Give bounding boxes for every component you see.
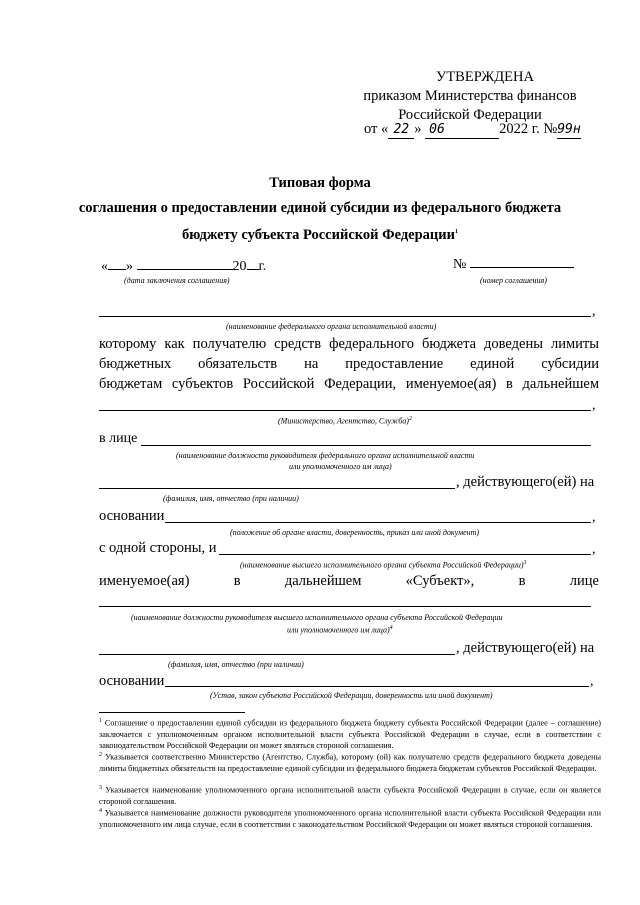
fio-caption: (фамилия, имя, отчество (при наличии) — [163, 494, 299, 503]
approval-word: УТВЕРЖДЕНА — [436, 69, 534, 85]
fio-field-2[interactable] — [99, 654, 455, 655]
comma: , — [592, 542, 596, 557]
position-caption-2: или уполномоченного им лица) — [289, 462, 392, 471]
title-line-2: соглашения о предоставлении единой субсидии из федерального бюджета — [78, 200, 562, 216]
named-row: именуемое(ая) в дальнейшем «Субъект», в лице — [99, 573, 599, 589]
date-year-text: 2022 г. № — [499, 121, 558, 137]
title-line-1: Типовая форма — [269, 175, 371, 191]
fio-field[interactable] — [99, 488, 455, 489]
agreement-date-field[interactable]: « » 20 г. — [101, 259, 267, 274]
approval-block — [340, 68, 600, 125]
approval-order-line: приказом Министерства финансов — [363, 88, 577, 104]
form-title — [60, 170, 580, 247]
position-field[interactable] — [141, 445, 591, 446]
footnote-4: $^4$ Указывается наименование должности руководителя уполномоченного органа исполнительной власти субъекта Российской Федерации или уполномоченного им лица случае, если в соответствии с законодательством Российской Федерации он может являться стороной соглашения. — [99, 808, 601, 829]
number-caption: (номер соглашения) — [480, 276, 547, 285]
approval-date-line — [364, 121, 581, 139]
head-caption-1: (наименование должности руководителя высшего исполнительного органа субъекта Российской Федерации — [131, 613, 503, 622]
approval-day: 22 — [393, 122, 410, 137]
in-person-label: в лице — [99, 431, 138, 446]
approval-number: 99н — [557, 122, 581, 137]
agreement-number-field[interactable]: № — [453, 257, 574, 273]
acting-label: , действующего(ей) на — [456, 474, 595, 490]
ministry-field[interactable] — [99, 410, 591, 411]
highest-body-caption: (наименование высшего исполнительного органа субъекта Российской Федерации)$^3$ — [240, 560, 527, 570]
para1-line3: бюджетам субъектов Российской Федерации, именуемое(ая) в дальнейшем — [99, 376, 599, 392]
paragraph-1 — [99, 334, 599, 394]
footnote-divider — [99, 712, 245, 713]
acting-label-2: , действующего(ей) на — [456, 640, 595, 656]
comma: , — [592, 304, 596, 319]
footnote-3: $^3$ Указывается наименование уполномоченного органа исполнительной власти субъекта Российской Федерации в случае, если он является стороной соглашения. — [99, 785, 601, 806]
head-position-field[interactable] — [99, 606, 591, 607]
one-side-label: с одной стороны, и — [99, 540, 217, 556]
basis-label: основании — [99, 508, 165, 524]
approval-month: 06 — [429, 122, 445, 137]
highest-body-field[interactable] — [219, 554, 591, 555]
comma: , — [592, 398, 596, 413]
federal-body-caption: (наименование федерального органа исполнительной власти) — [226, 322, 437, 331]
footnote-2: $^2$ Указывается соответственно Министерство (Агентство, Служба), которому (ой) как получателю средств федерального бюджета доведены лимиты бюджетных обязательств на предоставление единой субсидии из федерального бюджета бюджетам субъектов Российской Федерации. — [99, 752, 601, 773]
basis-field[interactable] — [165, 522, 591, 523]
head-caption-2: или уполномоченного им лица)$^4$ — [287, 625, 393, 635]
charter-field[interactable] — [165, 686, 589, 687]
comma: , — [590, 674, 594, 689]
date-mid: » — [414, 121, 422, 137]
basis-label-2: основании — [99, 673, 165, 689]
date-prefix: от « — [364, 121, 389, 137]
comma: , — [592, 510, 596, 525]
title-line-3: бюджету субъекта Российской Федерации$^1$ — [181, 226, 458, 243]
federal-body-field[interactable] — [99, 316, 591, 317]
approval-ministry-line: Российской Федерации — [398, 107, 542, 123]
basis-caption: (положение об органе власти, доверенность, приказ или иной документ) — [230, 528, 480, 537]
footnote-1: $^1$ Соглашение о предоставлении единой субсидии из федерального бюджета бюджету субъекта Российской Федерации (далее – соглашение) заключается с уполномоченным органом исполнительной власти субъекта Российской Федерации в случае, если в соответствии с законодательством Российской Федерации он может являться стороной соглашения. — [99, 718, 601, 750]
fio-caption-2: (фамилия, имя, отчество (при наличии) — [168, 660, 304, 669]
para1-line2: бюджетных обязательств на предоставление единой субсидии — [99, 356, 599, 372]
para1-line1: которому как получателю средств федерального бюджета доведены лимиты — [99, 336, 599, 352]
date-caption: (дата заключения соглашения) — [124, 276, 230, 285]
footnote-ref-1: 1 — [455, 229, 458, 235]
position-caption-1: (наименование должности руководителя федерального органа исполнительной власти — [176, 451, 475, 460]
ministry-caption: (Министерство, Агентство, Служба)$^2$ — [278, 416, 412, 426]
charter-caption: (Устав, закон субъекта Российской Федерации, доверенность или иной документ) — [210, 691, 493, 700]
